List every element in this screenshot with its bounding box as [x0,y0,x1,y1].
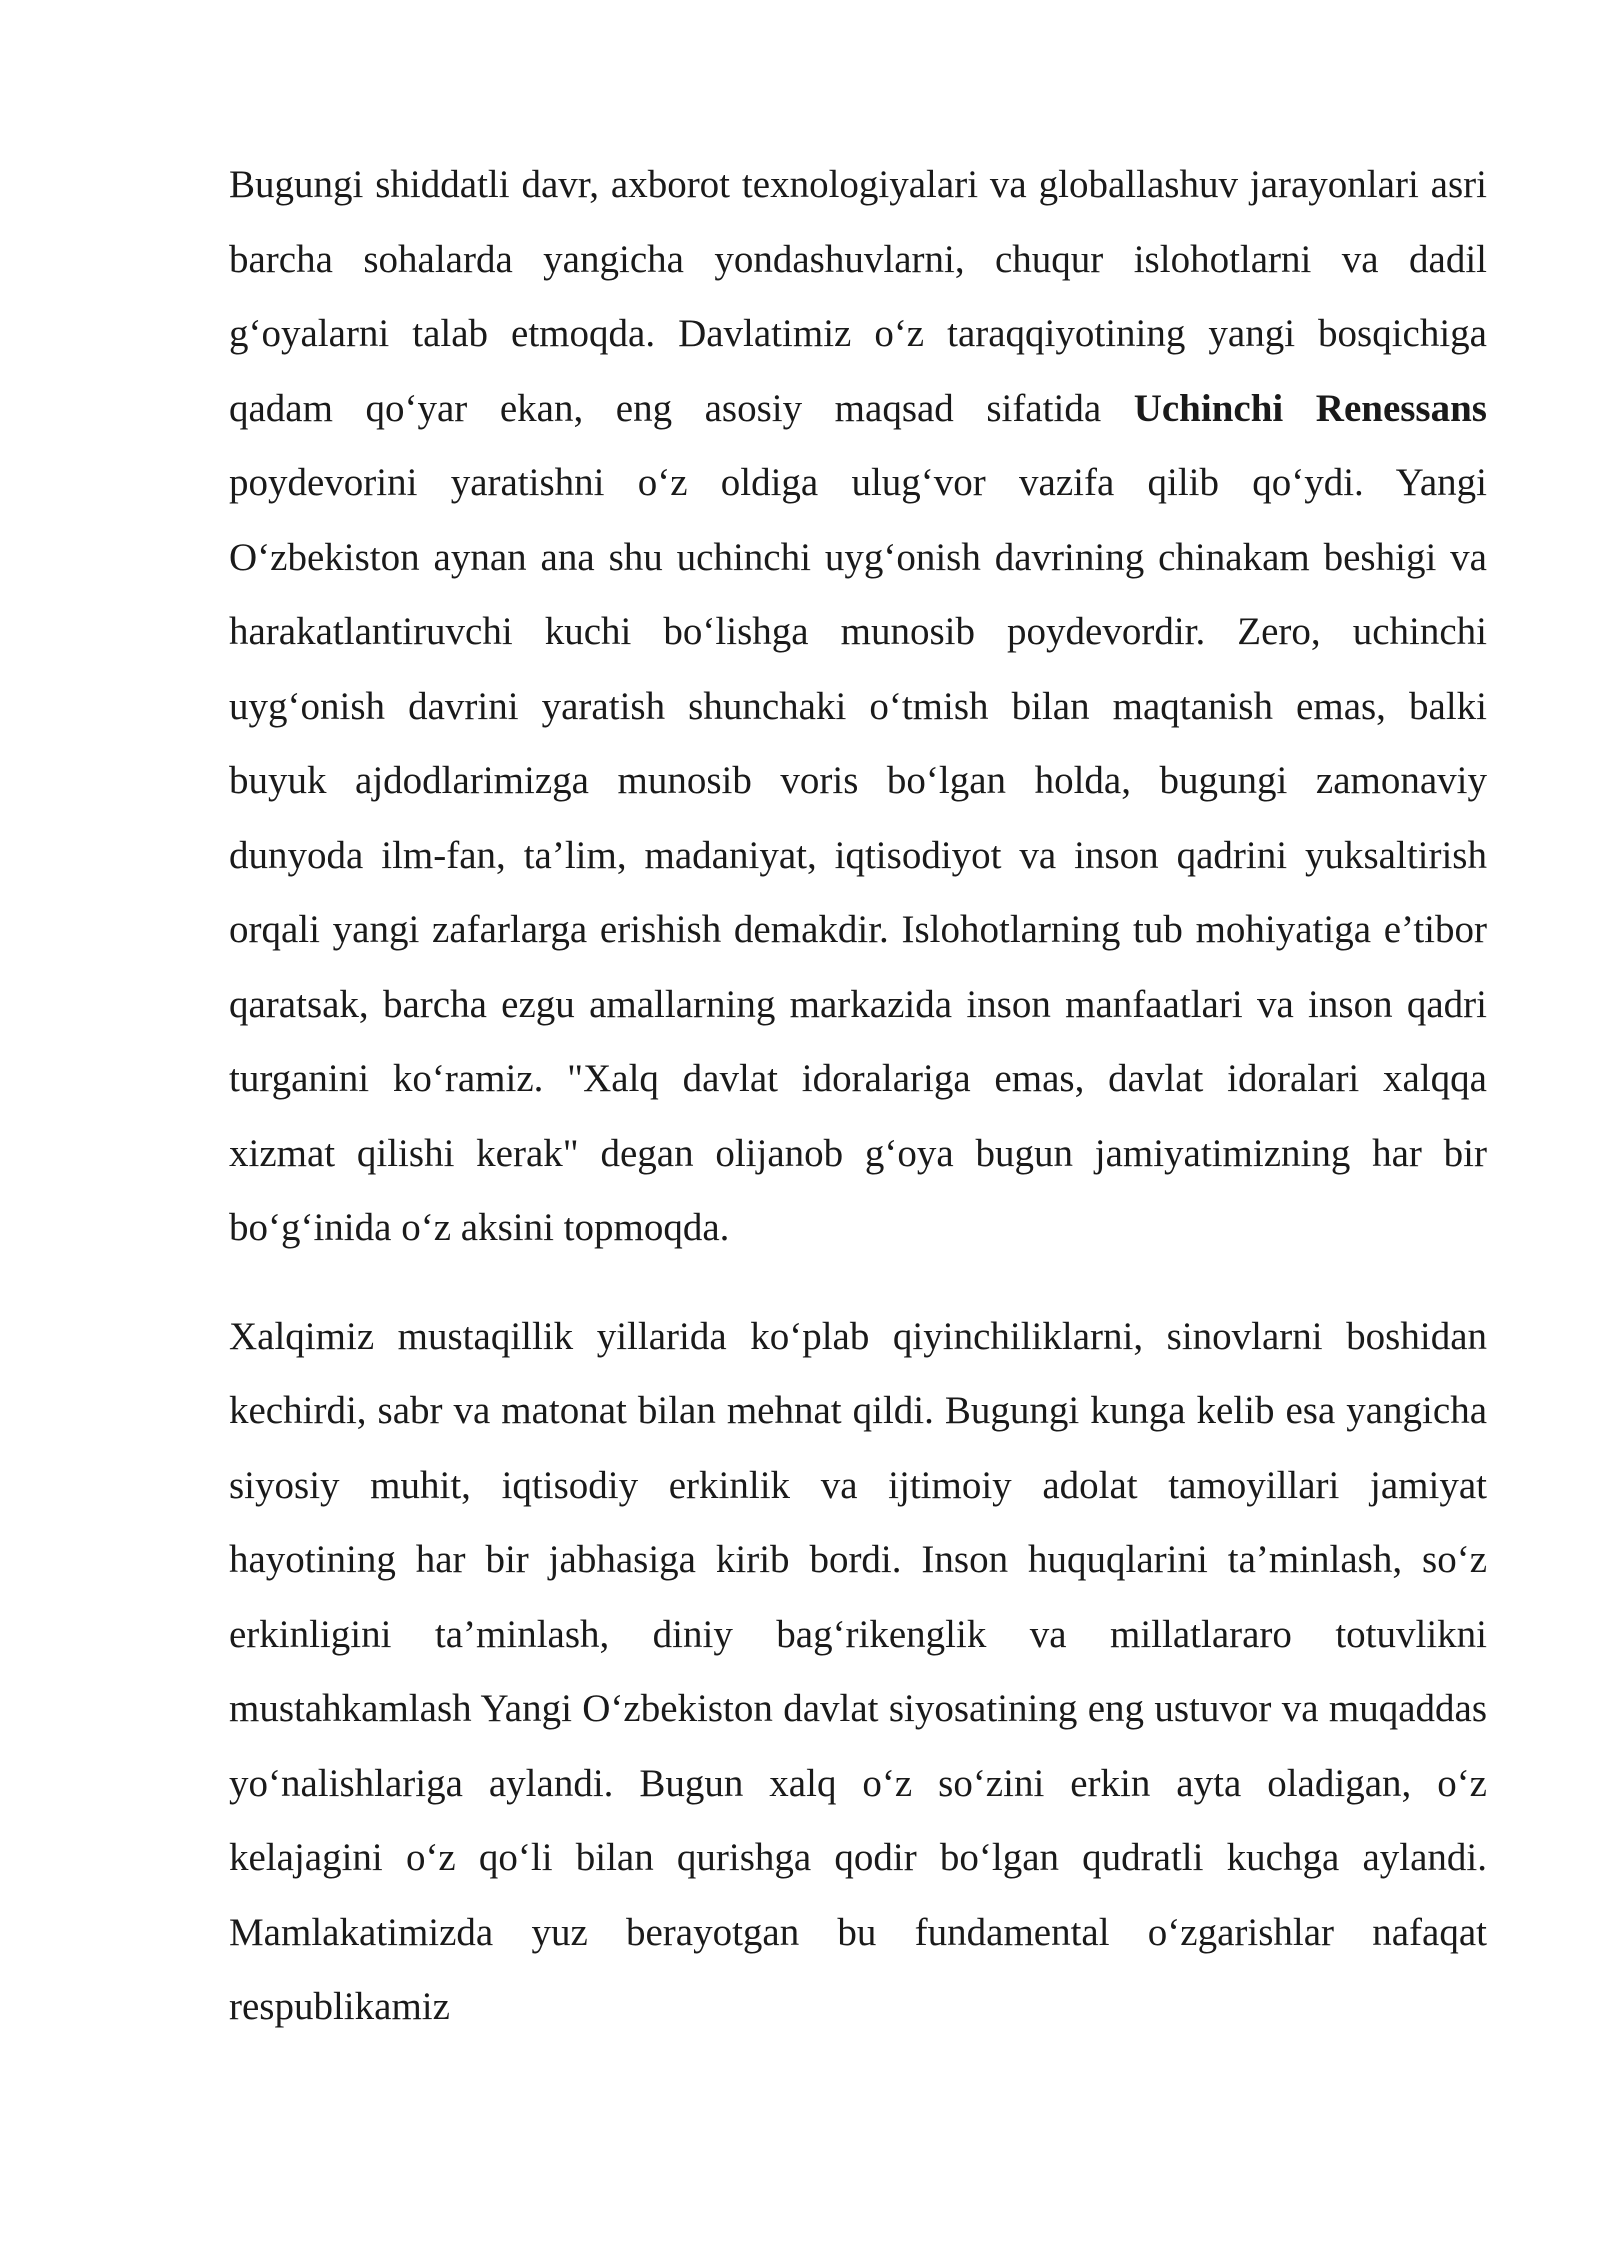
paragraph-1 [229,148,1487,1266]
paragraph-1-text-after: poydevorini yaratishni o‘z oldiga ulug‘vor vazifa qilib qo‘ydi. Yangi O‘zbekiston aynan ana shu uchinchi uyg‘onish davrining chinakam beshigi va harakatlantiruvchi kuchi bo‘lishga munosib poydevordir. Zero, uchinchi uyg‘onish davrini yaratish shunchaki o‘tmish bilan maqtanish emas, balki buyuk ajdodlarimizga munosib voris bo‘lgan holda, bugungi zamonaviy dunyoda ilm-fan, ta’lim, madaniyat, iqtisodiyot va inson qadrini yuksaltirish orqali yangi zafarlarga erishish demakdir. Islohotlarning tub mohiyatiga e’tibor qaratsak, barcha ezgu amallarning markazida inson manfaatlari va inson qadri turganini ko‘ramiz. "Xalq davlat idoralariga emas, davlat idoralari xalqqa xizmat qilishi kerak" degan olijanob g‘oya bugun jamiyatimizning har bir bo‘g‘inida o‘z aksini topmoqda. [229,461,1487,1249]
paragraph-1-text-before: Bugungi shiddatli davr, axborot texnologiyalari va globallashuv jarayonlari asri barcha sohalarda yangicha yondashuvlarni, chuqur islohotlarni va dadil g‘oyalarni talab etmoqda. Davlatimiz o‘z taraqqiyotining yangi bosqichiga qadam qo‘yar ekan, eng asosiy maqsad sifatida [229,163,1487,430]
bold-term-uchinchi-renessans: Uchinchi Renessans [1133,386,1487,430]
document-body [229,148,1487,2045]
paragraph-2-text: Xalqimiz mustaqillik yillarida ko‘plab qiyinchiliklarni, sinovlarni boshidan kechirdi, sabr va matonat bilan mehnat qildi. Bugungi kunga kelib esa yangicha siyosiy muhit, iqtisodiy erkinlik va ijtimoiy adolat tamoyillari jamiyat hayotining har bir jabhasiga kirib bordi. Inson huquqlarini ta’minlash, so‘z erkinligini ta’minlash, diniy bag‘rikenglik va millatlararo totuvlikni mustahkamlash Yangi O‘zbekiston davlat siyosatining eng ustuvor va muqaddas yo‘nalishlariga aylandi. Bugun xalq o‘z so‘zini erkin ayta oladigan, o‘z kelajagini o‘z qo‘li bilan qurishga qodir bo‘lgan qudratli kuchga aylandi. Mamlakatimizda yuz berayotgan bu fundamental o‘zgarishlar nafaqat respublikamiz [229,1314,1487,2028]
paragraph-2 [229,1300,1487,2045]
